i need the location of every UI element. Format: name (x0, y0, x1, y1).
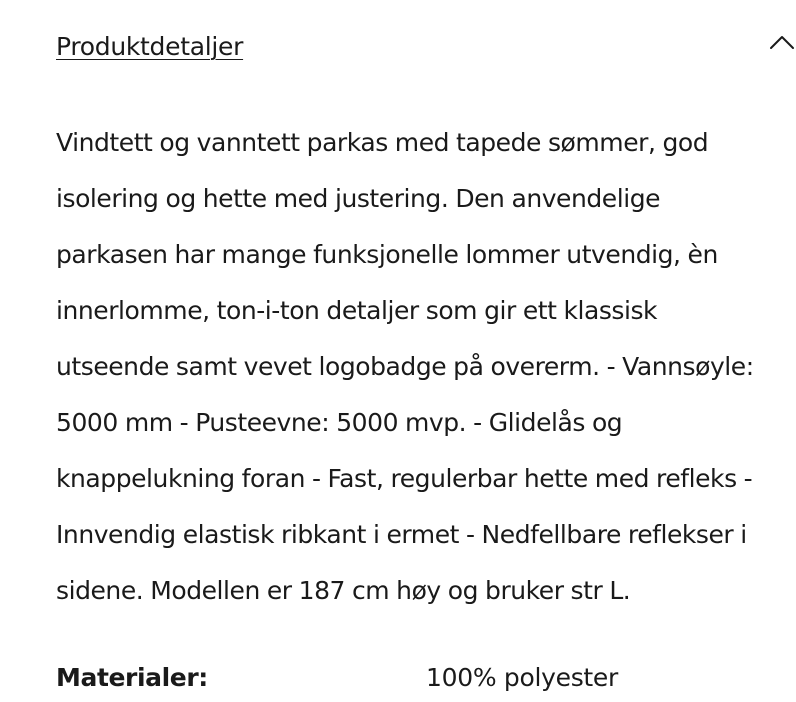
spec-row-materials (56, 660, 776, 700)
spec-label: Materialer: (56, 663, 208, 692)
accordion-header[interactable] (56, 0, 796, 92)
accordion-title[interactable]: Produktdetaljer (56, 32, 244, 61)
product-details-accordion (56, 0, 796, 692)
chevron-up-icon[interactable] (768, 32, 796, 52)
product-description: Vindtett og vanntett parkas med tapede sømmer, god isolering og hette med justering. Den anvendelige parkasen har mange funksjonelle lommer utvendig, èn innerlomme, ton-i-ton detaljer som gir ett klassisk utseende samt vevet logobadge på overerm. - Vannsøyle: 5000 mm - Pusteevne: 5000 mvp. - Glidelås og knappelukning foran - Fast, regulerbar hette med refleks - Innvendig elastisk ribkant i ermet - Nedfellbare reflekser i sidene. Modellen er 187 cm høy og bruker str L. (56, 128, 754, 605)
spec-value: 100% polyester (426, 663, 618, 692)
